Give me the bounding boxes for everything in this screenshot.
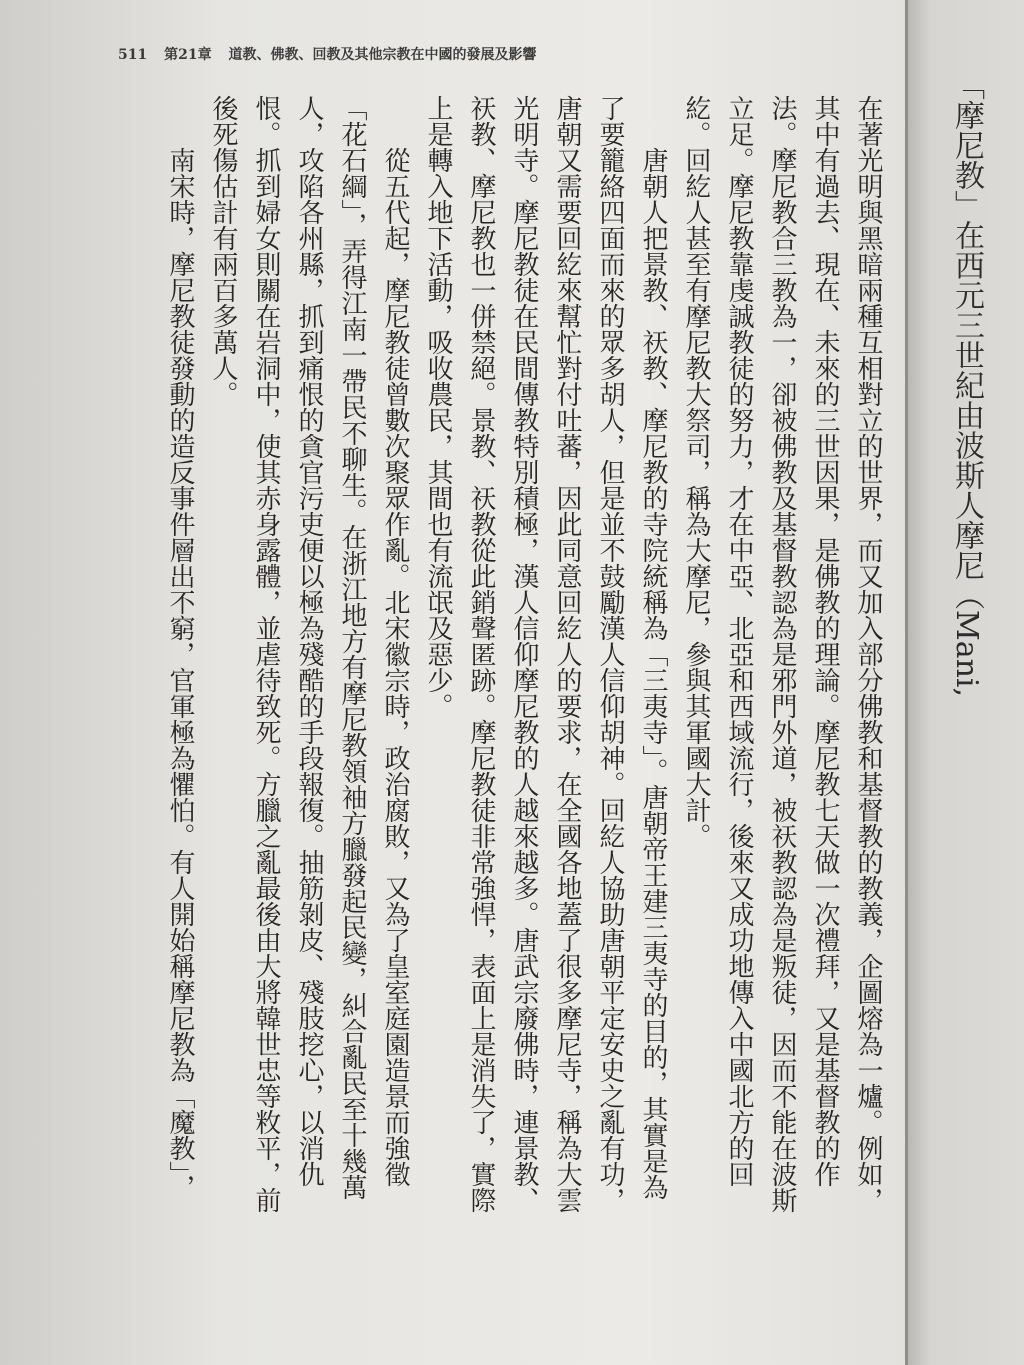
text-column: 光明寺。摩尼教徒在民間傳教特別積極，漢人信仰摩尼教的人越來越多。唐武宗廢佛時，連景教、 xyxy=(509,95,539,1213)
text-column: 立足。摩尼教靠虔誠教徒的努力，才在中亞、北亞和西域流行，後來又成功地傳入中國北方的回 xyxy=(724,95,754,1187)
text-column: 祆教、摩尼教也一併禁絕。景教、祆教從此銷聲匿跡。摩尼教徒非常強悍，表面上是消失了，實際 xyxy=(466,95,496,1213)
text-column: 在著光明與黑暗兩種互相對立的世界，而又加入部分佛教和基督教的教義，企圖熔為一爐。例如， xyxy=(853,95,883,1213)
page-number: 511 xyxy=(118,47,148,63)
text-column: 紇。回紇人甚至有摩尼教大祭司，稱為大摩尼，參與其軍國大計。 xyxy=(681,95,711,849)
text-column: 了要籠絡四面而來的眾多胡人，但是並不鼓勵漢人信仰胡神。回紇人協助唐朝平定安史之亂有功， xyxy=(595,95,625,1213)
right-page-text: 「摩尼教」在西元三世紀由波斯人摩尼（Mani, xyxy=(949,70,984,698)
text-column: 人，攻陷各州縣，抓到痛恨的貪官污吏便以極為殘酷的手段報復。抽筋剝皮、殘肢挖心，以消仇 xyxy=(294,95,324,1187)
text-column: 恨。抓到婦女則關在岩洞中，使其赤身露體，並虐待致死。方臘之亂最後由大將韓世忠等敉平，前 xyxy=(251,95,281,1213)
body-text xyxy=(158,95,889,1213)
text-column: 唐朝人把景教、祆教、摩尼教的寺院統稱為「三夷寺」。唐朝帝王建三夷寺的目的，其實是為 xyxy=(638,147,668,1200)
text-column: 法。摩尼教合三教為一，卻被佛教及基督教認為是邪門外道，被祆教認為是叛徒，因而不能在波斯 xyxy=(767,95,797,1213)
text-column: 「花石綱」，弄得江南一帶民不聊生。在浙江地方有摩尼教領袖方臘發起民變，糾合亂民至十幾萬 xyxy=(337,95,367,1200)
text-column: 其中有過去、現在、未來的三世因果，是佛教的理論。摩尼教七天做一次禮拜，又是基督教的作 xyxy=(810,95,840,1187)
book-page-right xyxy=(905,0,1024,1365)
chapter-title: 道教、佛教、回教及其他宗教在中國的發展及影響 xyxy=(228,47,537,63)
running-header xyxy=(118,45,548,65)
text-column: 後死傷估計有兩百多萬人。 xyxy=(208,95,238,407)
text-column: 唐朝又需要回紇來幫忙對付吐蕃，因此同意回紇人的要求，在全國各地蓋了很多摩尼寺，稱為大雲 xyxy=(552,95,582,1213)
text-column: 南宋時，摩尼教徒發動的造反事件層出不窮，官軍極為懼怕。有人開始稱摩尼教為「魔教」， xyxy=(165,147,195,1200)
text-column: 從五代起，摩尼教徒曾數次聚眾作亂。北宋徽宗時，政治腐敗，又為了皇室庭園造景而強徵 xyxy=(380,147,410,1187)
chapter-label: 第21章 xyxy=(164,47,212,63)
text-column: 上是轉入地下活動，吸收農民，其間也有流氓及惡少。 xyxy=(423,95,453,719)
